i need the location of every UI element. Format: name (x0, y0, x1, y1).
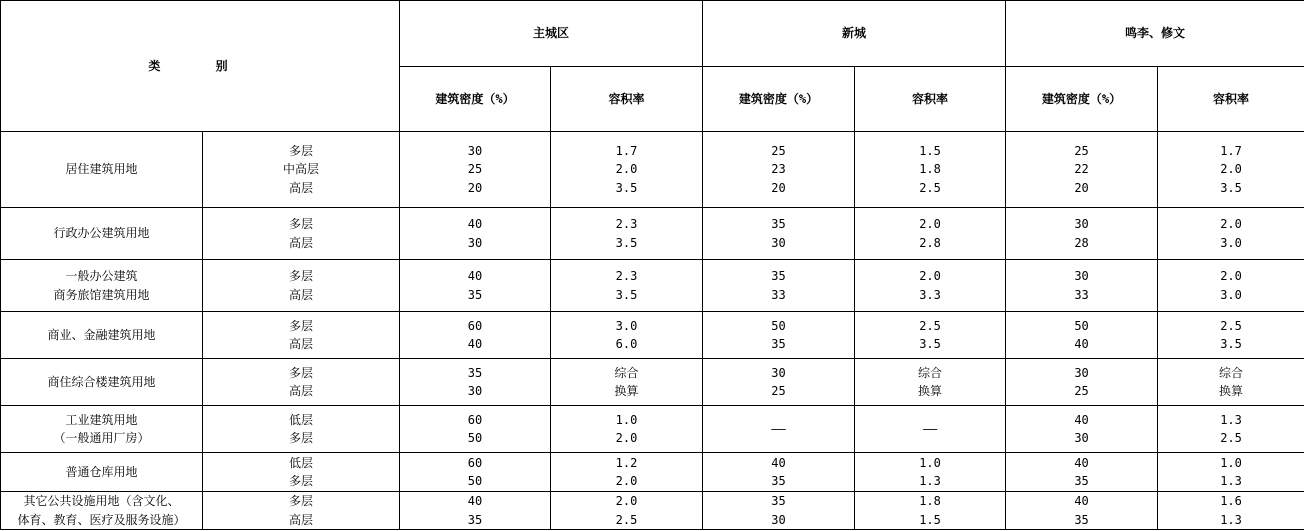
far-header: 容积率 (1158, 67, 1304, 132)
level-cell-line: 高层 (289, 384, 314, 398)
main-city-far-cell-line: 2.5 (615, 512, 638, 527)
new-city-far-cell (855, 208, 1006, 260)
main-city-far-cell-line: 3.0 (615, 318, 638, 333)
new-city-density-cell (703, 453, 855, 492)
level-cell (203, 260, 400, 312)
category-cell-line: 工业建筑用地 (65, 412, 138, 427)
mingli-far-cell-line: 3.5 (1220, 180, 1242, 195)
level-cell-line: 高层 (289, 235, 314, 250)
main-city-far-cell-line: 3.5 (615, 180, 638, 195)
level-cell-line: 多层 (289, 494, 314, 508)
main-city-density-cell-line: 25 (467, 162, 483, 177)
category-cell-line: 行政办公建筑用地 (53, 226, 150, 241)
level-cell-line: 多层 (289, 431, 314, 445)
mingli-density-cell (1006, 132, 1158, 208)
mingli-density-cell-line: 30 (1074, 431, 1089, 445)
new-city-far-cell-line: 换算 (918, 384, 943, 398)
new-city-density-cell-line: 30 (771, 365, 786, 380)
new-city-density-cell (703, 260, 855, 312)
new-city-density-cell-line: 35 (771, 269, 786, 283)
mingli-density-cell-line: 40 (1074, 337, 1089, 351)
new-city-far-cell-line: 1.8 (919, 162, 941, 177)
mingli-density-cell-line: 50 (1074, 318, 1089, 333)
level-cell-line: 高层 (289, 287, 314, 302)
main-city-density-cell (400, 406, 551, 453)
new-city-far-cell-line: 2.5 (919, 318, 941, 333)
category-header: 类 别 (1, 1, 400, 132)
main-city-density-cell-line: 50 (467, 474, 483, 488)
main-city-density-cell-line: 35 (467, 287, 483, 302)
table-row (1, 453, 1304, 492)
mingli-far-cell-line: 综合 (1219, 365, 1244, 380)
new-city-far-cell-line: 1.5 (919, 512, 941, 527)
main-city-density-cell (400, 492, 551, 530)
mingli-far-cell-line: 换算 (1219, 384, 1244, 398)
mingli-density-cell-line: 22 (1074, 162, 1089, 177)
main-city-far-cell (551, 260, 703, 312)
table-row (1, 132, 1304, 208)
zone-header-new-city: 新城 (703, 1, 1006, 67)
mingli-far-cell (1158, 312, 1304, 359)
new-city-far-cell-line: 综合 (918, 365, 943, 380)
main-city-density-cell-line: 40 (467, 217, 483, 231)
main-city-density-cell-line: 30 (467, 143, 483, 158)
category-cell (1, 453, 203, 492)
new-city-far-cell-line: 3.5 (919, 337, 941, 351)
level-cell-line: 中高层 (283, 162, 320, 177)
new-city-far-cell-line: 2.0 (919, 269, 941, 283)
mingli-far-cell-line: 1.3 (1220, 412, 1242, 427)
far-header: 容积率 (551, 67, 703, 132)
level-cell-line: 多层 (289, 474, 314, 488)
zone-header-mingli-xiuwen: 鸣李、修文 (1006, 1, 1304, 67)
new-city-far-cell-line: 1.0 (919, 455, 941, 470)
mingli-density-cell-line: 35 (1074, 474, 1089, 488)
new-city-density-cell (703, 492, 855, 530)
main-city-far-cell (551, 406, 703, 453)
new-city-far-cell-line: 2.0 (919, 217, 941, 231)
density-header: 建筑密度（%） (1006, 67, 1158, 132)
new-city-far-cell-line: 1.8 (919, 494, 941, 508)
category-cell (1, 132, 203, 208)
mingli-density-cell (1006, 359, 1158, 406)
new-city-density-cell (703, 359, 855, 406)
table-row (1, 208, 1304, 260)
main-city-far-cell-line: 换算 (614, 384, 639, 398)
header-row-zones (1, 1, 1304, 67)
new-city-far-cell (855, 453, 1006, 492)
category-cell-line: 商住综合楼建筑用地 (47, 374, 156, 389)
main-city-far-cell-line: 综合 (614, 365, 639, 380)
table-row (1, 492, 1304, 530)
level-cell (203, 492, 400, 530)
mingli-density-cell-line: 35 (1074, 512, 1089, 527)
main-city-density-cell-line: 60 (467, 412, 483, 427)
main-city-far-cell (551, 208, 703, 260)
new-city-density-cell (703, 406, 855, 453)
mingli-far-cell (1158, 260, 1304, 312)
level-cell (203, 406, 400, 453)
main-city-far-cell-line: 1.0 (615, 412, 638, 427)
table-body (1, 132, 1304, 530)
new-city-far-cell-line: —— (922, 421, 938, 436)
category-cell (1, 492, 203, 530)
new-city-far-cell (855, 312, 1006, 359)
main-city-density-cell (400, 132, 551, 208)
main-city-far-cell-line: 3.5 (615, 235, 638, 250)
level-cell (203, 208, 400, 260)
mingli-far-cell-line: 2.0 (1220, 217, 1242, 231)
main-city-far-cell-line: 1.7 (615, 143, 638, 158)
new-city-far-cell (855, 359, 1006, 406)
new-city-density-cell-line: 30 (771, 235, 786, 250)
mingli-far-cell-line: 1.3 (1220, 512, 1242, 527)
level-cell-line: 低层 (289, 412, 314, 427)
level-cell-line: 多层 (289, 269, 314, 283)
main-city-far-cell-line: 2.3 (615, 269, 638, 283)
main-city-density-cell-line: 30 (467, 235, 483, 250)
new-city-density-cell-line: 25 (771, 143, 786, 158)
new-city-density-cell-line: 35 (771, 474, 786, 488)
new-city-far-cell (855, 492, 1006, 530)
mingli-density-cell-line: 40 (1074, 455, 1089, 470)
level-cell (203, 132, 400, 208)
mingli-density-cell-line: 30 (1074, 365, 1089, 380)
mingli-density-cell (1006, 312, 1158, 359)
mingli-density-cell-line: 20 (1074, 180, 1089, 195)
main-city-far-cell-line: 2.3 (615, 217, 638, 231)
zone-header-main-city: 主城区 (400, 1, 703, 67)
mingli-density-cell-line: 40 (1074, 494, 1089, 508)
new-city-far-cell-line: 1.3 (919, 474, 941, 488)
mingli-far-cell-line: 2.5 (1220, 431, 1242, 445)
table-row (1, 359, 1304, 406)
far-header: 容积率 (855, 67, 1006, 132)
table-row (1, 406, 1304, 453)
main-city-density-cell-line: 50 (467, 431, 483, 445)
mingli-far-cell-line: 1.3 (1220, 474, 1242, 488)
main-city-far-cell (551, 312, 703, 359)
category-cell (1, 312, 203, 359)
new-city-far-cell (855, 260, 1006, 312)
main-city-density-cell (400, 260, 551, 312)
main-city-density-cell-line: 40 (467, 494, 483, 508)
mingli-density-cell-line: 30 (1074, 269, 1089, 283)
new-city-far-cell (855, 406, 1006, 453)
category-cell-line: （一般通用厂房） (53, 431, 150, 445)
mingli-far-cell (1158, 406, 1304, 453)
level-cell-line: 多层 (289, 318, 314, 333)
new-city-far-cell-line: 1.5 (919, 143, 941, 158)
main-city-density-cell-line: 30 (467, 384, 483, 398)
mingli-far-cell (1158, 453, 1304, 492)
category-cell-line: 体育、教育、医疗及服务设施） (17, 512, 186, 527)
mingli-far-cell (1158, 132, 1304, 208)
mingli-far-cell-line: 2.0 (1220, 162, 1242, 177)
mingli-far-cell (1158, 492, 1304, 530)
mingli-far-cell (1158, 208, 1304, 260)
main-city-far-cell-line: 1.2 (615, 455, 638, 470)
new-city-far-cell-line: 2.5 (919, 180, 941, 195)
new-city-density-cell (703, 132, 855, 208)
new-city-density-cell-line: 35 (771, 337, 786, 351)
category-cell (1, 260, 203, 312)
mingli-density-cell-line: 25 (1074, 384, 1089, 398)
mingli-far-cell-line: 1.0 (1220, 455, 1242, 470)
category-cell-line: 居住建筑用地 (65, 162, 138, 177)
mingli-density-cell-line: 28 (1074, 235, 1089, 250)
mingli-far-cell-line: 3.0 (1220, 235, 1242, 250)
mingli-far-cell-line: 1.6 (1220, 494, 1242, 508)
category-cell (1, 359, 203, 406)
level-cell-line: 多层 (289, 217, 314, 231)
mingli-density-cell-line: 30 (1074, 217, 1089, 231)
main-city-density-cell-line: 40 (467, 337, 483, 351)
mingli-far-cell-line: 1.7 (1220, 143, 1242, 158)
mingli-far-cell-line: 3.0 (1220, 287, 1242, 302)
main-city-far-cell-line: 2.0 (615, 474, 638, 488)
main-city-far-cell (551, 492, 703, 530)
new-city-density-cell-line: 35 (771, 217, 786, 231)
new-city-density-cell-line: 33 (771, 287, 786, 302)
new-city-far-cell-line: 2.8 (919, 235, 941, 250)
new-city-density-cell-line: 40 (771, 455, 786, 470)
level-cell-line: 低层 (289, 455, 314, 470)
level-cell-line: 高层 (289, 180, 314, 195)
new-city-density-cell (703, 208, 855, 260)
level-cell (203, 453, 400, 492)
category-cell (1, 208, 203, 260)
new-city-density-cell-line: 30 (771, 512, 786, 527)
main-city-density-cell (400, 312, 551, 359)
level-cell-line: 多层 (289, 365, 314, 380)
main-city-density-cell (400, 359, 551, 406)
main-city-far-cell (551, 453, 703, 492)
mingli-far-cell-line: 2.5 (1220, 318, 1242, 333)
main-city-far-cell (551, 359, 703, 406)
table-row (1, 312, 1304, 359)
category-cell-line: 商业、金融建筑用地 (47, 327, 156, 342)
main-city-far-cell-line: 2.0 (615, 431, 638, 445)
mingli-density-cell (1006, 406, 1158, 453)
new-city-density-cell-line: 25 (771, 384, 786, 398)
level-cell (203, 312, 400, 359)
main-city-density-cell-line: 35 (467, 512, 483, 527)
main-city-density-cell-line: 20 (467, 180, 483, 195)
table-row (1, 260, 1304, 312)
new-city-far-cell-line: 3.3 (919, 287, 941, 302)
main-city-far-cell-line: 2.0 (615, 162, 638, 177)
mingli-density-cell-line: 33 (1074, 287, 1089, 302)
main-city-density-cell-line: 40 (467, 269, 483, 283)
category-cell-line: 普通仓库用地 (65, 464, 138, 479)
main-city-density-cell-line: 60 (467, 318, 483, 333)
mingli-far-cell (1158, 359, 1304, 406)
mingli-density-cell (1006, 492, 1158, 530)
main-city-far-cell (551, 132, 703, 208)
category-cell-line: 其它公共设施用地（含文化、 (23, 494, 180, 508)
main-city-far-cell-line: 6.0 (615, 337, 638, 351)
mingli-density-cell (1006, 260, 1158, 312)
level-cell-line: 高层 (289, 512, 314, 527)
density-header: 建筑密度（%） (400, 67, 551, 132)
new-city-far-cell (855, 132, 1006, 208)
new-city-density-cell (703, 312, 855, 359)
mingli-density-cell (1006, 208, 1158, 260)
main-city-density-cell-line: 35 (467, 365, 483, 380)
level-cell-line: 高层 (289, 337, 314, 351)
new-city-density-cell-line: 23 (771, 162, 786, 177)
main-city-far-cell-line: 2.0 (615, 494, 638, 508)
density-header: 建筑密度（%） (703, 67, 855, 132)
new-city-density-cell-line: 35 (771, 494, 786, 508)
mingli-density-cell (1006, 453, 1158, 492)
mingli-far-cell-line: 2.0 (1220, 269, 1242, 283)
main-city-density-cell (400, 208, 551, 260)
category-cell-line: 商务旅馆建筑用地 (53, 287, 150, 302)
level-cell-line: 多层 (289, 143, 314, 158)
main-city-density-cell-line: 60 (467, 455, 483, 470)
mingli-density-cell-line: 40 (1074, 412, 1089, 427)
main-city-density-cell (400, 453, 551, 492)
category-cell-line: 一般办公建筑 (65, 269, 138, 283)
new-city-density-cell-line: 50 (771, 318, 786, 333)
category-cell (1, 406, 203, 453)
new-city-density-cell-line: 20 (771, 180, 786, 195)
level-cell (203, 359, 400, 406)
mingli-far-cell-line: 3.5 (1220, 337, 1242, 351)
main-city-far-cell-line: 3.5 (615, 287, 638, 302)
mingli-density-cell-line: 25 (1074, 143, 1089, 158)
new-city-density-cell-line: —— (771, 421, 786, 436)
